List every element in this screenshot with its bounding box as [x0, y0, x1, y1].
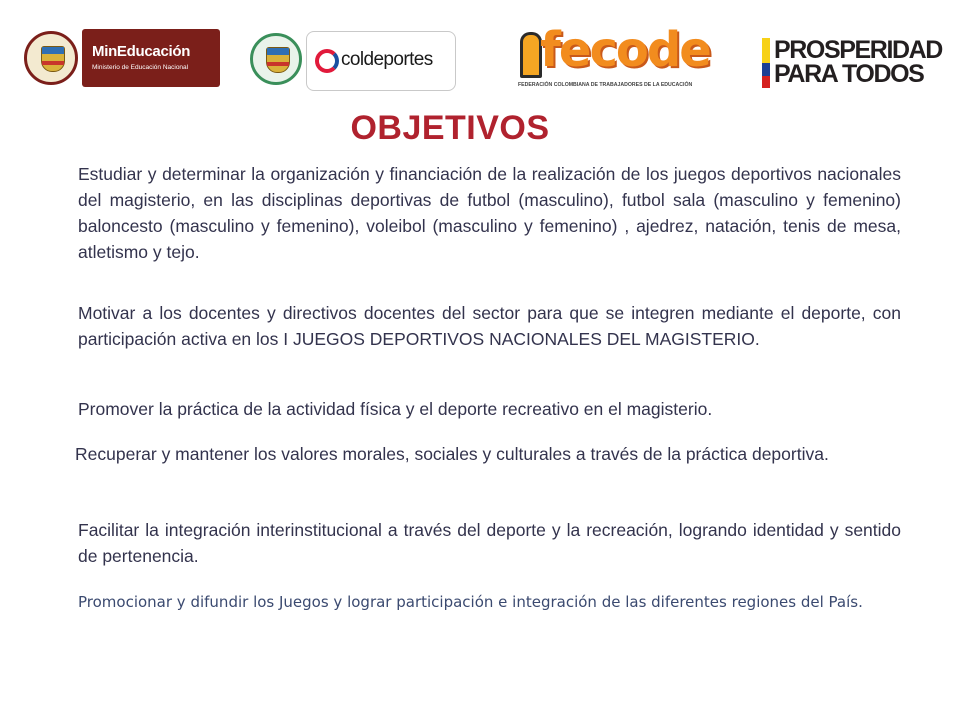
prosperidad-logo	[762, 38, 942, 90]
objective-1: Estudiar y determinar la organización y financiación de la realización de los juegos deportivos nacionales del magisterio, en las disciplinas deportivas de futbol (masculino), futbol sala (masculino y femenino) baloncesto (masculino y femenino), voleibol (masculino y femenino) , ajedrez, natación, tenis de mesa, atletismo y tejo.	[78, 164, 901, 262]
fecode-subtitle: FEDERACIÓN COLOMBIANA DE TRABAJADORES DE LA EDUCACIÓN	[518, 82, 693, 88]
prosperidad-line1: PROSPERIDAD	[774, 36, 942, 64]
objective-2: Motivar a los docentes y directivos docentes del sector para que se integren mediante el deporte, con participación activa en los I JUEGOS DEPORTIVOS NACIONALES DEL MAGISTERIO.	[78, 303, 901, 349]
colombia-crest-icon	[24, 31, 78, 85]
fecode-figure-icon	[520, 32, 542, 78]
mineducacion-title: MinEducación	[92, 43, 191, 60]
prosperidad-line2: PARA TODOS	[774, 60, 924, 88]
fecode-logo	[516, 22, 710, 92]
mineducacion-logo	[24, 29, 220, 87]
objective-5: Facilitar la integración interinstitucional a través del deporte y la recreación, logrando identidad y sentido de pertenencia.	[78, 520, 901, 566]
mineducacion-badge	[82, 29, 220, 87]
colombia-flag-icon	[762, 38, 770, 88]
page-title: OBJETIVOS	[350, 109, 550, 147]
coldeportes-text: coldeportes	[341, 49, 433, 70]
coldeportes-badge	[306, 31, 456, 91]
coldeportes-mark-icon	[315, 49, 339, 73]
objective-6: Promocionar y difundir los Juegos y lograr participación e integración de las diferentes regiones del País.	[78, 593, 863, 611]
coldeportes-logo	[250, 29, 460, 93]
colombia-crest-icon	[250, 33, 302, 85]
objective-4: Recuperar y mantener los valores morales, sociales y culturales a través de la práctica deportiva.	[75, 444, 829, 464]
mineducacion-subtitle: Ministerio de Educación Nacional	[92, 64, 189, 71]
objective-3: Promover la práctica de la actividad física y el deporte recreativo en el magisterio.	[78, 399, 713, 419]
fecode-text: fecode	[540, 22, 710, 78]
